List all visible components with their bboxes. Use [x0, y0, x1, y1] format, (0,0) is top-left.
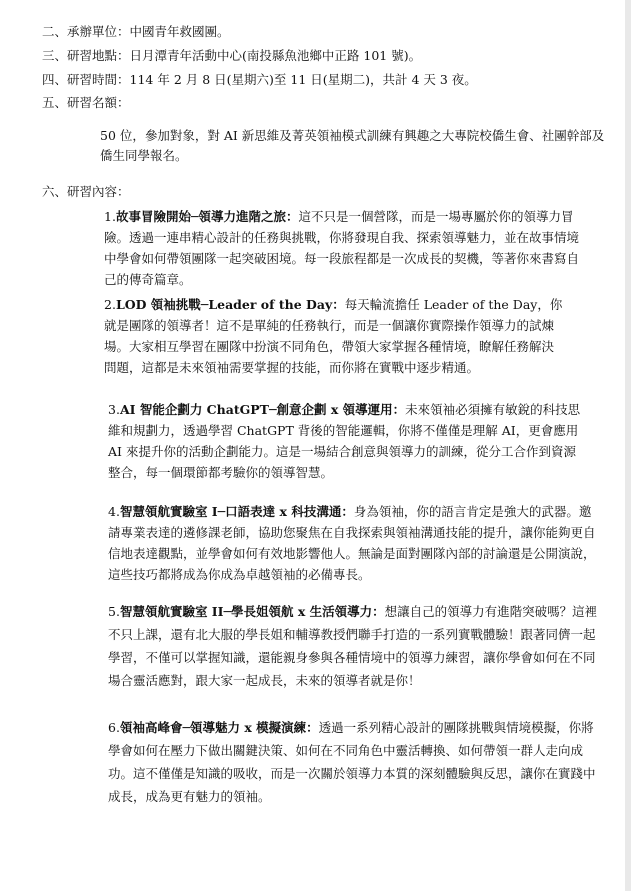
section-title-content: 六、研習內容： [42, 184, 130, 199]
item-number: 4. [108, 504, 120, 519]
item-body: 想讓自己的領導力有進階突破嗎？這裡不只上課，還有北大服的學長姐和輔導教授們聯手打造的一系列實戰體驗！跟著同儕一起學習，不僅可以掌握知識，還能親身參與各種情境中的領導力練習，讓你學會如何在不同場合靈活應對，跟大家一起成長，未來的領導者就是你！ [108, 604, 598, 688]
item-title: 領袖高峰會─領導魅力 x 模擬演練： [119, 720, 319, 735]
header-item-location [42, 47, 421, 65]
item-title: 故事冒險開始─領導力進階之旅： [115, 209, 299, 224]
item-title: LOD 領袖挑戰─Leader of the Day： [115, 297, 345, 312]
item-title: 智慧領航實驗室 II─學長姐領航 x 生活領導力： [119, 604, 385, 619]
content-item [104, 294, 564, 378]
item-title: 智慧領航實驗室 I─口語表達 x 科技溝通： [119, 504, 354, 519]
content-item [108, 716, 598, 808]
header-item-time [42, 71, 477, 89]
page-edge-shadow [625, 0, 631, 891]
item-body: 這不只是一個營隊，而是一場專屬於你的領導力冒險。透過一連串精心設計的任務與挑戰，你將發現自我、探索領導魅力，並在故事情境中學會如何帶領團隊一起突破困境。每一段旅程都是一次成長的契機，等著你來書寫自己的傳奇篇章。 [104, 209, 580, 287]
item-body: 身為領袖，你的語言肯定是強大的武器。邀請專業表達的遴修課老師，協助您聚焦在自我探索與領袖溝通技能的提升，讓你能夠更自信地表達觀點，並學會如何有效地影響他人。無論是面對團隊內部的討論還是公開演說，這些技巧都將成為你成為卓越領袖的必備專長。 [108, 504, 596, 582]
header-value: 114 年 2 月 8 日(星期六)至 11 日(星期二)，共計 4 天 3 夜。 [129, 72, 477, 87]
header-label: 三、研習地點： [42, 48, 130, 63]
item-title: AI 智能企劃力 ChatGPT─創意企劃 x 領導運用： [119, 402, 406, 417]
header-value: 日月潭青年活動中心(南投縣魚池鄉中正路 101 號)。 [129, 48, 422, 63]
item-number: 6. [108, 720, 120, 735]
content-item [108, 399, 588, 483]
header-item-quota [42, 94, 130, 112]
content-item [104, 206, 584, 290]
item-number: 5. [108, 604, 120, 619]
item-number: 1. [104, 209, 116, 224]
item-body: 透過一系列精心設計的團隊挑戰與情境模擬，你將學會如何在壓力下做出關鍵決策、如何在不同角色中靈活轉換、如何帶領一群人走向成功。這不僅僅是知識的吸收，而是一次關於領導力本質的深刻體驗與反思，讓你在實踐中成長，成為更有魅力的領袖。 [108, 720, 596, 804]
item-body: 未來領袖必須擁有敏銳的科技思維和規劃力，透過學習 ChatGPT 背後的智能邏輯，你將不僅僅是理解 AI，更會應用 AI 來提升你的活動企劃能力。這是一場結合創意與領導力的訓練，從分工合作到資源整合，每一個環節都考驗你的領導智慧。 [108, 402, 581, 480]
header-value: 中國青年救國團。 [129, 24, 230, 39]
header-item-organizer [42, 23, 230, 41]
header-label: 四、研習時間： [42, 72, 130, 87]
content-item [108, 600, 598, 692]
item-body: 每天輪流擔任 Leader of the Day，你就是團隊的領導者！這不是單純的任務執行，而是一個讓你實際操作領導力的試煉場。大家相互學習在團隊中扮演不同角色，帶領大家掌握各種情境，瞭解任務解決問題，這都是未來領袖需要掌握的技能，而你將在實戰中逐步精通。 [104, 297, 563, 375]
item-number: 3. [108, 402, 120, 417]
quota-description: 50 位，參加對象，對 AI 新思維及菁英領袖模式訓練有興趣之大專院校僑生會、社團幹部及僑生同學報名。 [100, 128, 605, 163]
content-item [108, 501, 598, 585]
item-number: 2. [104, 297, 116, 312]
header-label: 二、承辦單位： [42, 24, 130, 39]
header-label: 五、研習名額： [42, 95, 130, 110]
